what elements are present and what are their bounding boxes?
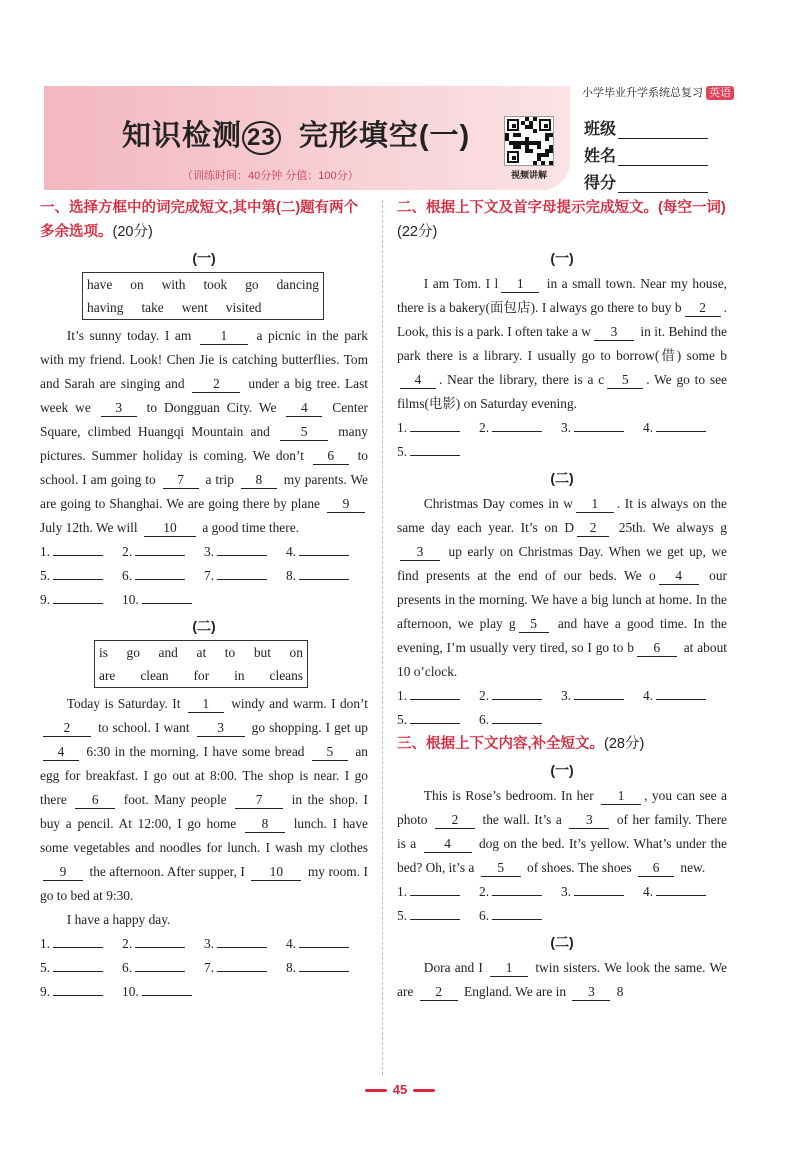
word-option: and: [158, 645, 178, 660]
word-option: for: [193, 668, 210, 683]
answer-line[interactable]: [204, 540, 286, 564]
answer-blank[interactable]: [410, 685, 460, 700]
answer-grid-2-2: [397, 684, 727, 732]
name-field[interactable]: [584, 143, 708, 166]
word-option: on: [130, 277, 144, 292]
answer-blank[interactable]: [53, 589, 103, 604]
answer-line[interactable]: [397, 904, 479, 928]
blank-2[interactable]: 2: [577, 520, 609, 537]
qr-module: [517, 145, 521, 149]
word-option: on: [289, 645, 303, 660]
blank-5[interactable]: 5: [607, 372, 643, 389]
blank-2[interactable]: 2: [420, 984, 458, 1001]
blank-3[interactable]: 3: [572, 984, 610, 1001]
section1-part2-label: (二): [192, 618, 216, 634]
passage-1-2-closing: I have a happy day.: [66, 912, 171, 927]
answer-number: 4.: [286, 544, 297, 559]
answer-line[interactable]: [40, 980, 122, 1004]
answer-line[interactable]: [397, 684, 479, 708]
section2-title-text: 二、根据上下文及首字母提示完成短文。(每空一词): [397, 200, 726, 216]
answer-blank[interactable]: [656, 417, 706, 432]
answer-number: 1.: [397, 688, 408, 703]
blank-1[interactable]: 1: [188, 696, 224, 713]
blank-5[interactable]: 5: [280, 424, 328, 441]
qr-finder: [507, 119, 519, 131]
blank-1[interactable]: 1: [200, 328, 248, 345]
word-box-2: [94, 640, 308, 688]
answer-number: 5.: [397, 908, 408, 923]
answer-blank[interactable]: [299, 957, 349, 972]
answer-number: 6.: [122, 568, 133, 583]
answer-blank[interactable]: [142, 981, 192, 996]
blank-9[interactable]: 9: [43, 864, 83, 881]
word-box-row: [99, 664, 303, 687]
answer-number: 3.: [561, 688, 572, 703]
page-title: [122, 113, 470, 155]
class-field[interactable]: [584, 116, 708, 139]
answer-blank[interactable]: [217, 541, 267, 556]
blank-4[interactable]: 4: [286, 400, 322, 417]
answer-line[interactable]: [204, 932, 286, 956]
qr-module: [549, 133, 553, 137]
answer-number: 2.: [479, 688, 490, 703]
section1-score: (20分): [112, 224, 153, 240]
answer-number: 8.: [286, 960, 297, 975]
section1-title-text: 一、选择方框中的词完成短文,其中第(二)题有两个多余选项。: [40, 200, 359, 240]
blank-7[interactable]: 7: [235, 792, 283, 809]
answer-line[interactable]: [122, 564, 204, 588]
answer-line[interactable]: [479, 880, 561, 904]
word-option: having: [87, 300, 124, 315]
page-footer: [0, 1082, 800, 1097]
answer-blank[interactable]: [574, 881, 624, 896]
section2-score: (22分): [397, 224, 438, 240]
word-option: go: [245, 277, 259, 292]
answer-line[interactable]: [122, 980, 204, 1004]
answer-line[interactable]: [40, 956, 122, 980]
word-option: in: [234, 668, 245, 683]
title-prefix: 知识检测: [122, 120, 243, 152]
answer-number: 4.: [643, 688, 654, 703]
answer-number: 5.: [397, 444, 408, 459]
qr-module: [533, 161, 537, 165]
answer-line[interactable]: [479, 416, 561, 440]
word-box-row: [87, 273, 319, 296]
blank-3[interactable]: 3: [569, 812, 609, 829]
answer-blank[interactable]: [53, 957, 103, 972]
answer-number: 2.: [122, 936, 133, 951]
answer-blank[interactable]: [492, 881, 542, 896]
section1-part1-label: (一): [192, 250, 216, 266]
answer-number: 3.: [561, 420, 572, 435]
answer-line[interactable]: [286, 956, 368, 980]
class-label: 班级: [584, 121, 617, 138]
qr-finder: [539, 119, 551, 131]
blank-7[interactable]: 7: [163, 472, 199, 489]
blank-2[interactable]: 2: [43, 720, 91, 737]
blank-5[interactable]: 5: [312, 744, 348, 761]
answer-line[interactable]: [286, 540, 368, 564]
answer-line[interactable]: [122, 588, 204, 612]
answer-line[interactable]: [643, 416, 725, 440]
left-column: [40, 196, 368, 1004]
answer-blank[interactable]: [492, 685, 542, 700]
answer-line[interactable]: [122, 956, 204, 980]
blank-4[interactable]: 4: [659, 568, 699, 585]
answer-line[interactable]: [40, 540, 122, 564]
answer-line[interactable]: [479, 708, 561, 732]
answer-blank[interactable]: [410, 709, 460, 724]
qr-module: [549, 149, 553, 153]
blank-5[interactable]: 5: [481, 860, 521, 877]
answer-grid-1-2: [40, 932, 368, 1004]
word-box-row: [99, 641, 303, 664]
answer-blank[interactable]: [135, 933, 185, 948]
blank-1[interactable]: 1: [601, 788, 641, 805]
right-column: [397, 196, 727, 1004]
answer-line[interactable]: [561, 880, 643, 904]
answer-blank[interactable]: [492, 905, 542, 920]
name-line[interactable]: [618, 151, 708, 166]
qr-module: [545, 137, 549, 141]
answer-number: 1.: [397, 884, 408, 899]
answer-grid-2-1: [397, 416, 727, 464]
answer-line[interactable]: [397, 880, 479, 904]
column-divider: [382, 200, 383, 1075]
passage-1-2: Today is Saturday. It 1 windy and warm. I don’t 2 to school. I want 3 go shopping. I get up 4 6:30 in the morning. I have some bread 5 an egg for breakfast. I go out at 8:00. The shop is near. I go there 6 foot. Many people 7 in the shop. I buy a pencil. At 12:00, I go home 8 lunch. I have some vegetables and noodles for lunch. I wash my clothes 9 the afternoon. After supper, I 10 my room. I go to bed at 9:30.: [40, 696, 368, 903]
answer-number: 3.: [561, 884, 572, 899]
answer-blank[interactable]: [492, 417, 542, 432]
page-number: 45: [392, 1082, 408, 1097]
answer-line[interactable]: [40, 588, 122, 612]
answer-blank[interactable]: [574, 685, 624, 700]
answer-number: 5.: [397, 712, 408, 727]
answer-line[interactable]: [40, 564, 122, 588]
answer-blank[interactable]: [410, 441, 460, 456]
word-option: took: [203, 277, 228, 292]
subject-badge: 英语: [706, 86, 734, 100]
blank-2[interactable]: 2: [192, 376, 240, 393]
answer-line[interactable]: [561, 684, 643, 708]
answer-blank[interactable]: [299, 541, 349, 556]
blank-1[interactable]: 1: [501, 276, 539, 293]
answer-number: 1.: [40, 936, 51, 951]
word-option: went: [181, 300, 208, 315]
section3-title: [397, 732, 727, 756]
answer-line[interactable]: [397, 416, 479, 440]
blank-1[interactable]: 1: [490, 960, 528, 977]
word-option: clean: [140, 668, 169, 683]
answer-number: 5.: [40, 568, 51, 583]
answer-number: 2.: [122, 544, 133, 559]
word-option: to: [224, 645, 236, 660]
title-main: 完形填空(一): [298, 120, 471, 152]
answer-number: 3.: [204, 936, 215, 951]
word-box-row: [87, 296, 319, 319]
answer-line[interactable]: [397, 440, 479, 464]
answer-number: 9.: [40, 984, 51, 999]
word-option: take: [141, 300, 164, 315]
answer-line[interactable]: [643, 880, 725, 904]
passage-3-1: This is Rose’s bedroom. In her 1 , you can see a photo 2 the wall. It’s a 3 of her family. There is a 4 dog on the bed. It’s yellow. What’s under the bed? Oh, it’s a 5 of shoes. The shoes 6 new.: [397, 788, 727, 875]
qr-label: 视频讲解: [510, 170, 547, 180]
passage-2-2: Christmas Day comes in w 1 . It is always on the same day each year. It’s on D 2 25th. We always g3 up early on Christmas Day. When we get up, we find presents at the end of our beds. We o 4 our presents in the morning. We have a big lunch at home. In the afternoon, we play g 5 and have a good time. In the evening, I’m usually very tired, so I go to b 6 at about 10 o’clock.: [397, 496, 728, 679]
answer-line[interactable]: [286, 564, 368, 588]
answer-blank[interactable]: [656, 881, 706, 896]
blank-3[interactable]: 3: [400, 544, 440, 561]
answer-number: 3.: [204, 544, 215, 559]
answer-blank[interactable]: [217, 565, 267, 580]
blank-4[interactable]: 4: [43, 744, 79, 761]
answer-line[interactable]: [643, 684, 725, 708]
word-option: is: [99, 645, 108, 660]
blank-6[interactable]: 6: [75, 792, 115, 809]
word-option: dancing: [276, 277, 319, 292]
score-label: 得分: [584, 175, 617, 192]
blank-4[interactable]: 4: [424, 836, 472, 853]
series-name: 小学毕业升学系统总复习: [582, 87, 703, 99]
answer-number: 1.: [397, 420, 408, 435]
section3-score: (28分): [604, 736, 645, 752]
blank-6[interactable]: 6: [637, 640, 677, 657]
answer-blank[interactable]: [410, 905, 460, 920]
passage-2-1: I am Tom. I l 1 in a small town. Near my house, there is a bakery(面包店). I always go there to buy b 2 . Look, this is a park. I often take a w 3 in it. Behind the park there is a library. I usually go to borrow(借) some b4 . Near the library, there is a c 5 . We go to see films(电影) on Saturday evening.: [397, 276, 727, 411]
answer-number: 1.: [40, 544, 51, 559]
answer-blank[interactable]: [53, 933, 103, 948]
section2-part1-label: (一): [550, 250, 574, 266]
qr-module: [517, 133, 521, 137]
score-line[interactable]: [618, 178, 708, 193]
series-tag: [582, 84, 734, 100]
answer-number: 7.: [204, 568, 215, 583]
blank-8[interactable]: 8: [241, 472, 277, 489]
answer-line[interactable]: [397, 708, 479, 732]
answer-blank[interactable]: [135, 957, 185, 972]
qr-finder: [507, 151, 519, 163]
blank-4[interactable]: 4: [400, 372, 436, 389]
qr-module: [537, 145, 541, 149]
qr-module: [541, 161, 545, 165]
blank-5[interactable]: 5: [519, 616, 549, 633]
qr-code-icon[interactable]: [504, 116, 554, 166]
answer-number: 2.: [479, 420, 490, 435]
answer-number: 6.: [122, 960, 133, 975]
footer-dash: [365, 1089, 387, 1092]
word-box-1: [82, 272, 324, 320]
word-option: cleans: [269, 668, 303, 683]
answer-line[interactable]: [561, 416, 643, 440]
blank-10[interactable]: 10: [144, 520, 196, 537]
class-line[interactable]: [618, 124, 708, 139]
answer-blank[interactable]: [53, 565, 103, 580]
answer-number: 9.: [40, 592, 51, 607]
answer-grid-1-1: [40, 540, 368, 612]
footer-dash: [413, 1089, 435, 1092]
answer-number: 5.: [40, 960, 51, 975]
answer-blank[interactable]: [574, 417, 624, 432]
section3-part1-label: (一): [550, 762, 574, 778]
word-option: have: [87, 277, 113, 292]
answer-blank[interactable]: [656, 685, 706, 700]
blank-3[interactable]: 3: [101, 400, 137, 417]
word-option: but: [253, 645, 271, 660]
answer-blank[interactable]: [135, 565, 185, 580]
blank-3[interactable]: 3: [594, 324, 634, 341]
answer-blank[interactable]: [135, 541, 185, 556]
name-label: 姓名: [584, 148, 617, 165]
answer-number: 6.: [479, 712, 490, 727]
blank-1[interactable]: 1: [576, 496, 614, 513]
blank-9[interactable]: 9: [327, 496, 365, 513]
answer-line[interactable]: [479, 904, 561, 928]
training-info: （训练时间：40分钟 分值：100分）: [182, 170, 359, 182]
answer-number: 10.: [122, 592, 139, 607]
word-option: with: [161, 277, 186, 292]
answer-blank[interactable]: [299, 933, 349, 948]
blank-2[interactable]: 2: [435, 812, 475, 829]
qr-module: [533, 117, 537, 121]
blank-8[interactable]: 8: [245, 816, 285, 833]
answer-number: 6.: [479, 908, 490, 923]
answer-number: 2.: [479, 884, 490, 899]
score-field[interactable]: [584, 170, 708, 193]
answer-line[interactable]: [40, 932, 122, 956]
section2-title: [397, 196, 727, 244]
word-option: at: [196, 645, 207, 660]
answer-line[interactable]: [204, 564, 286, 588]
answer-number: 4.: [286, 936, 297, 951]
answer-blank[interactable]: [53, 541, 103, 556]
blank-10[interactable]: 10: [251, 864, 301, 881]
answer-blank[interactable]: [410, 881, 460, 896]
blank-3[interactable]: 3: [197, 720, 245, 737]
passage-1-1: It’s sunny today. I am 1 a picnic in the park with my friend. Look! Chen Jie is catching butterflies. Tom and Sarah are singing and 2 under a big tree. Last week we 3 to Dongguan City. We 4 Center Square, climbed Huangqi Mountain and 5 many pictures. Summer holiday is coming. We don’t 6 to school. I am going to 7 a trip 8 my parents. We are going to Shanghai. We are going there by plane 9 July 12th. We will 10 a good time there.: [40, 328, 369, 535]
answer-blank[interactable]: [299, 565, 349, 580]
section3-part2-label: (二): [550, 934, 574, 950]
answer-number: 4.: [643, 420, 654, 435]
answer-number: 4.: [643, 884, 654, 899]
blank-2[interactable]: 2: [685, 300, 721, 317]
answer-number: 7.: [204, 960, 215, 975]
qr-module: [545, 153, 549, 157]
qr-module: [533, 129, 537, 133]
section1-title: [40, 196, 368, 244]
title-number: 23: [242, 121, 281, 155]
answer-line[interactable]: [286, 932, 368, 956]
answer-line[interactable]: [122, 932, 204, 956]
word-option: go: [126, 645, 140, 660]
qr-module: [549, 161, 553, 165]
answer-blank[interactable]: [142, 589, 192, 604]
answer-blank[interactable]: [492, 709, 542, 724]
section2-part2-label: (二): [550, 470, 574, 486]
qr-module: [529, 149, 533, 153]
answer-line[interactable]: [204, 956, 286, 980]
answer-blank[interactable]: [217, 957, 267, 972]
answer-number: 10.: [122, 984, 139, 999]
answer-blank[interactable]: [217, 933, 267, 948]
answer-number: 8.: [286, 568, 297, 583]
answer-line[interactable]: [479, 684, 561, 708]
blank-6[interactable]: 6: [638, 860, 674, 877]
word-option: are: [99, 668, 116, 683]
answer-blank[interactable]: [410, 417, 460, 432]
answer-line[interactable]: [122, 540, 204, 564]
answer-grid-3-1: [397, 880, 727, 928]
blank-6[interactable]: 6: [313, 448, 349, 465]
word-option: visited: [225, 300, 262, 315]
answer-blank[interactable]: [53, 981, 103, 996]
passage-3-2: Dora and I 1 twin sisters. We look the same. We are 2 England. We are in 3 8: [397, 960, 727, 999]
section3-title-text: 三、根据上下文内容,补全短文。: [397, 736, 605, 752]
